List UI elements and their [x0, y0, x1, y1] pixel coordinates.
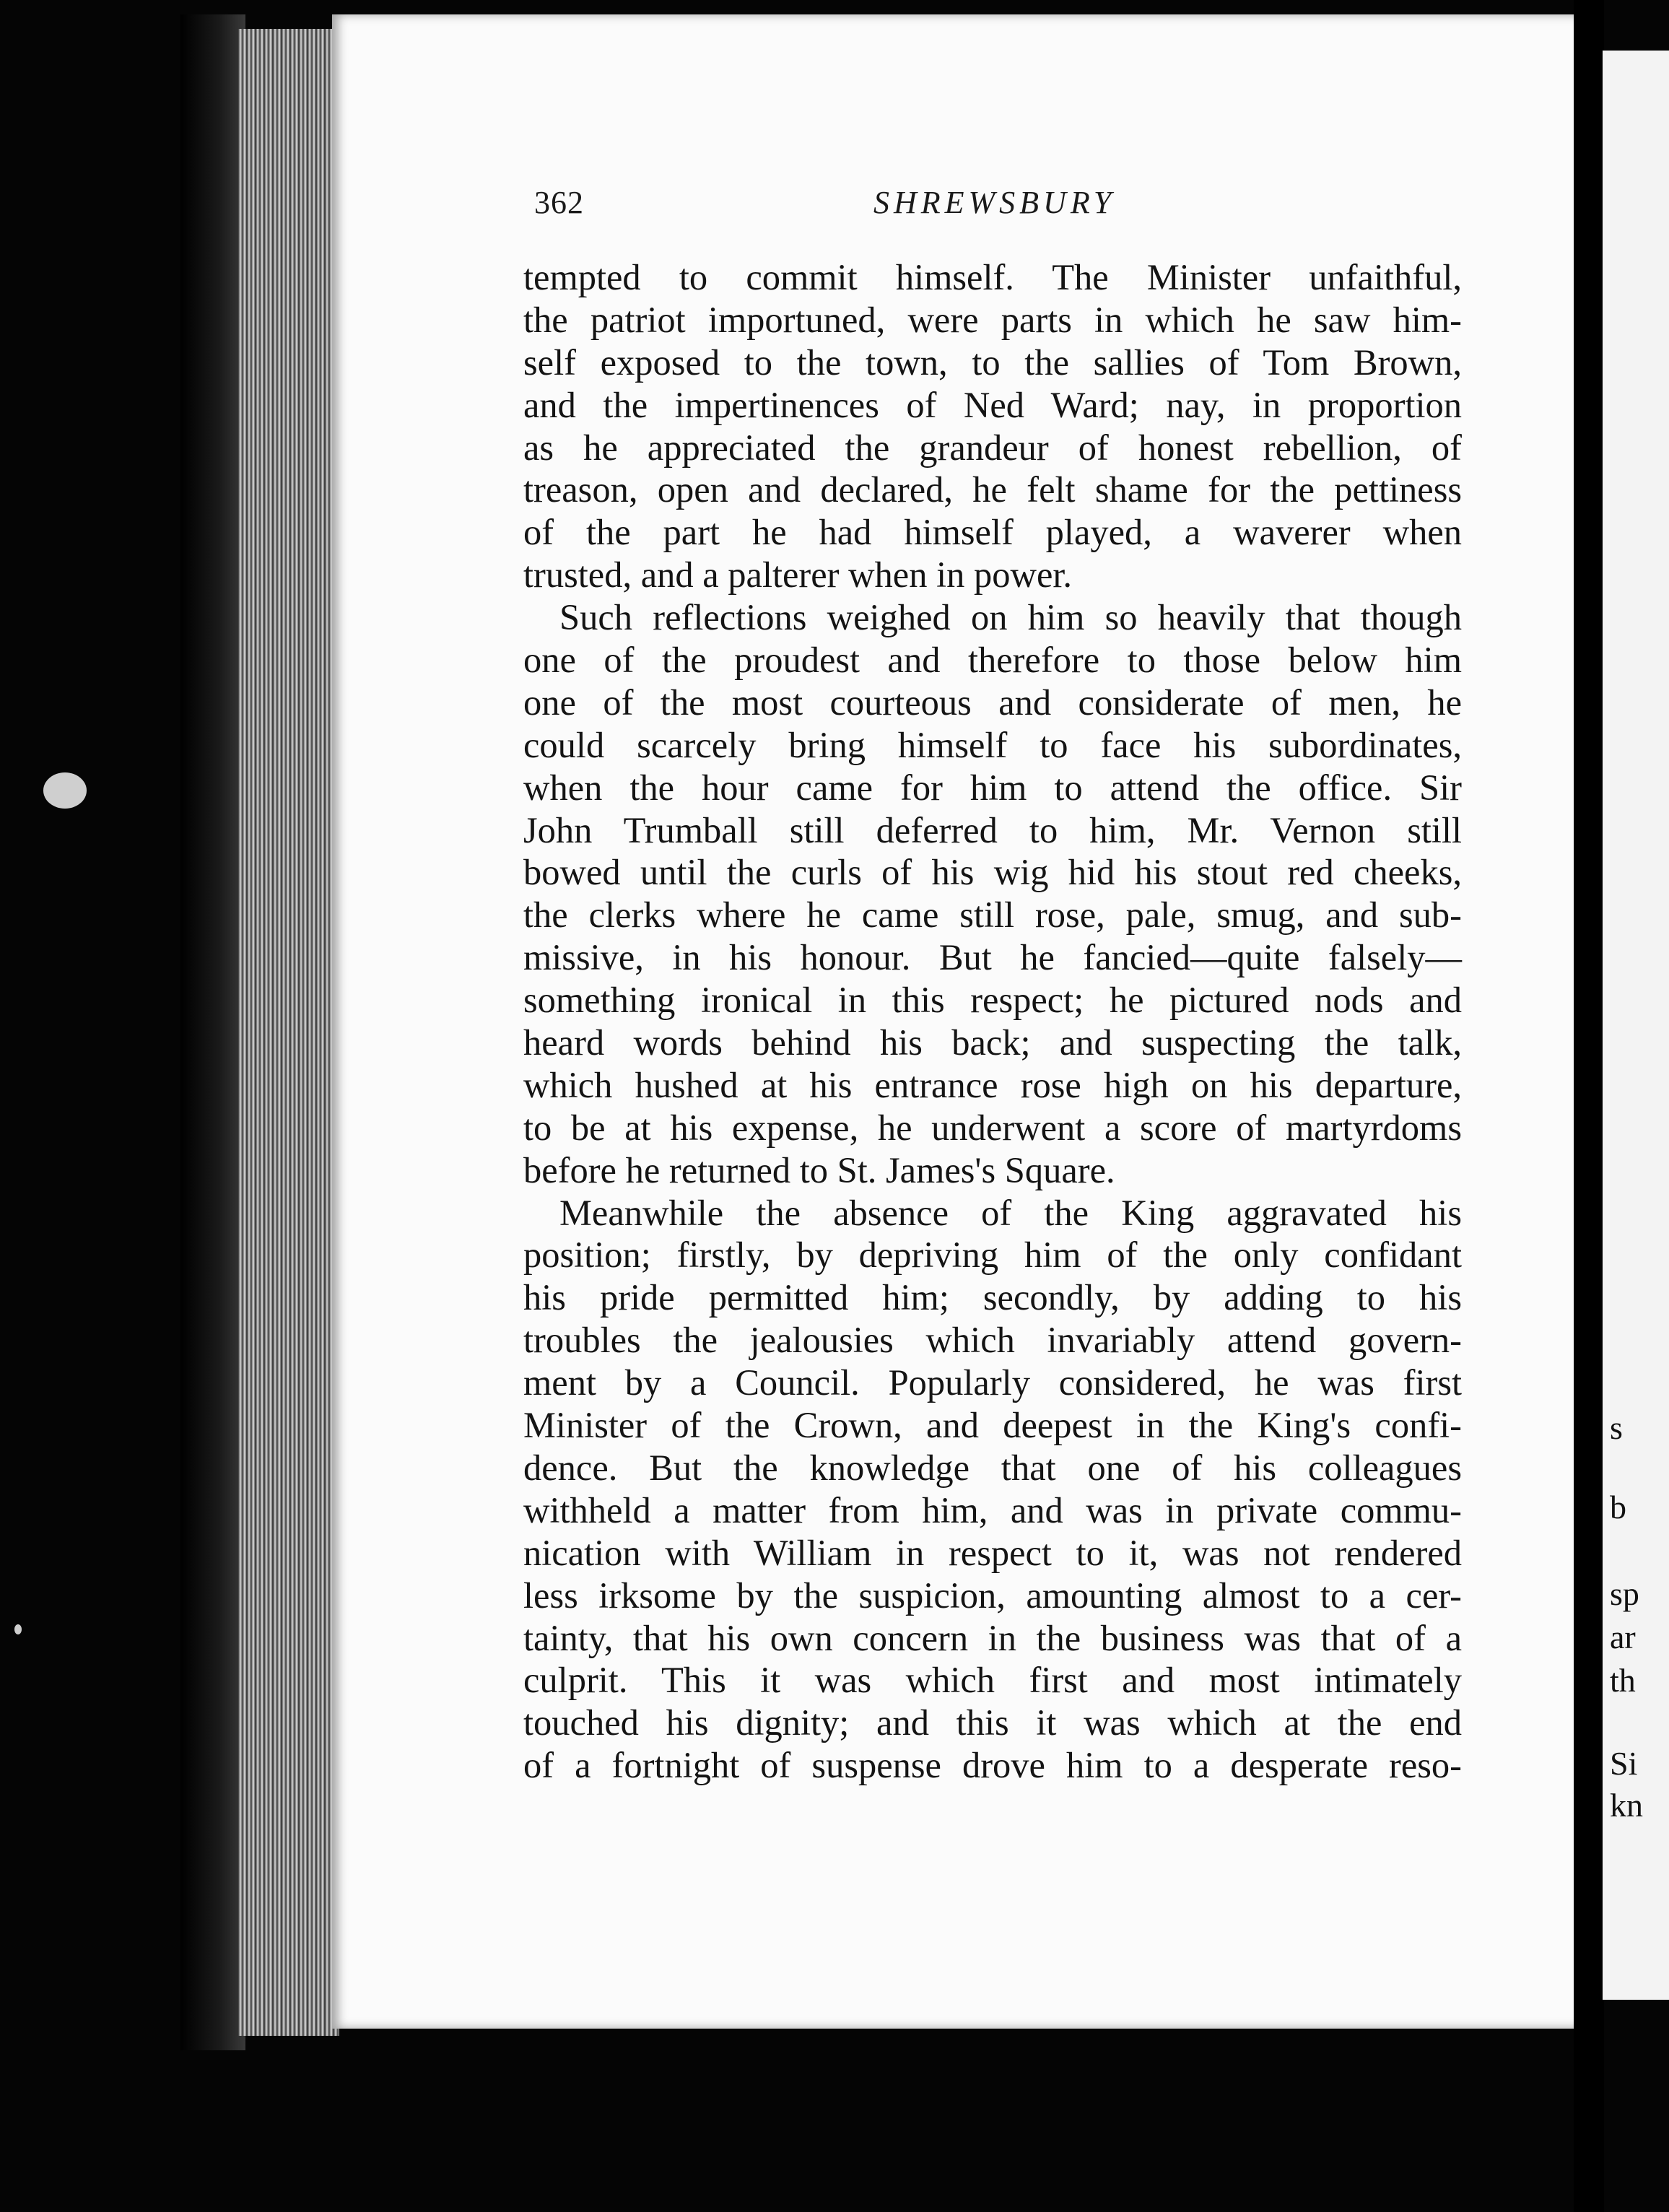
text-line: the patriot importuned, were parts in which he saw him- — [523, 299, 1462, 340]
scan-speck — [14, 1624, 22, 1634]
text-line: heard words behind his back; and suspecting the talk, — [523, 1022, 1462, 1063]
text-line: something ironical in this respect; he pictured nods and — [523, 980, 1462, 1021]
text-line: less irksome by the suspicion, amounting almost to a cer- — [523, 1575, 1462, 1616]
text-line: his pride permitted him; secondly, by adding to his — [523, 1277, 1462, 1318]
text-line: to be at his expense, he underwent a score of martyrdoms — [523, 1107, 1462, 1148]
text-line: John Trumball still deferred to him, Mr. Vernon still — [523, 809, 1462, 850]
text-line: when the hour came for him to attend the office. Sir — [523, 767, 1462, 808]
text-line: nication with William in respect to it, was not rendered — [523, 1532, 1462, 1573]
text-line: ment by a Council. Popularly considered, he was first — [523, 1362, 1462, 1403]
text-line: of the part he had himself played, a waverer when — [523, 512, 1462, 553]
text-line: position; firstly, by depriving him of the only confidant — [523, 1235, 1462, 1276]
text-line: which hushed at his entrance rose high on his departure, — [523, 1064, 1462, 1105]
facing-page-sliver — [1603, 51, 1669, 2000]
page-number: 362 — [534, 185, 584, 220]
facing-page-fragment: Si — [1610, 1745, 1638, 1782]
text-line: bowed until the curls of his wig hid his stout red cheeks, — [523, 852, 1462, 893]
text-line: culprit. This it was which first and most intimately — [523, 1660, 1462, 1701]
text-line: Such reflections weighed on him so heavily that though — [559, 597, 1462, 638]
running-head — [534, 184, 1458, 227]
text-line: touched his dignity; and this it was which at the end — [523, 1702, 1462, 1743]
gutter-shadow — [1574, 0, 1604, 2212]
text-line: missive, in his honour. But he fancied—quite falsely— — [523, 937, 1462, 978]
running-title: SHREWSBURY — [873, 185, 1116, 220]
text-line: dence. But the knowledge that one of his colleagues — [523, 1447, 1462, 1488]
text-line: self exposed to the town, to the sallies of Tom Brown, — [523, 341, 1462, 383]
text-line: one of the most courteous and considerate of men, he — [523, 682, 1462, 723]
text-line: tainty, that his own concern in the business was that of a — [523, 1617, 1462, 1658]
page-edge-stack — [238, 29, 339, 2036]
text-line: before he returned to St. James's Square. — [523, 1149, 1115, 1190]
facing-page-fragment: s — [1610, 1409, 1623, 1446]
book-spine-shadow — [180, 14, 245, 2050]
text-line: treason, open and declared, he felt shame for the pettiness — [523, 469, 1462, 510]
scan-speck — [43, 772, 87, 809]
text-line: as he appreciated the grandeur of honest rebellion, of — [523, 427, 1462, 468]
body-text — [523, 256, 1462, 1787]
facing-page-fragment: kn — [1610, 1787, 1643, 1824]
facing-page-fragment: sp — [1610, 1575, 1639, 1612]
text-line: troubles the jealousies which invariably attend govern- — [523, 1320, 1462, 1361]
text-line: of a fortnight of suspense drove him to a desperate reso- — [523, 1745, 1462, 1786]
text-line: the clerks where he came still rose, pale, smug, and sub- — [523, 894, 1462, 936]
text-line: Meanwhile the absence of the King aggravated his — [559, 1192, 1462, 1233]
text-line: could scarcely bring himself to face his subordinates, — [523, 724, 1462, 765]
text-line: withheld a matter from him, and was in private commu- — [523, 1489, 1462, 1530]
facing-page-fragment: ar — [1610, 1619, 1636, 1655]
facing-page-fragment: b — [1610, 1489, 1626, 1525]
text-line: and the impertinences of Ned Ward; nay, in proportion — [523, 384, 1462, 425]
text-line: trusted, and a palterer when in power. — [523, 554, 1073, 596]
text-line: tempted to commit himself. The Minister unfaithful, — [523, 257, 1462, 297]
text-line: one of the proudest and therefore to those below him — [523, 640, 1462, 681]
text-line: Minister of the Crown, and deepest in the King's confi- — [523, 1405, 1462, 1446]
facing-page-fragment: th — [1610, 1662, 1636, 1699]
